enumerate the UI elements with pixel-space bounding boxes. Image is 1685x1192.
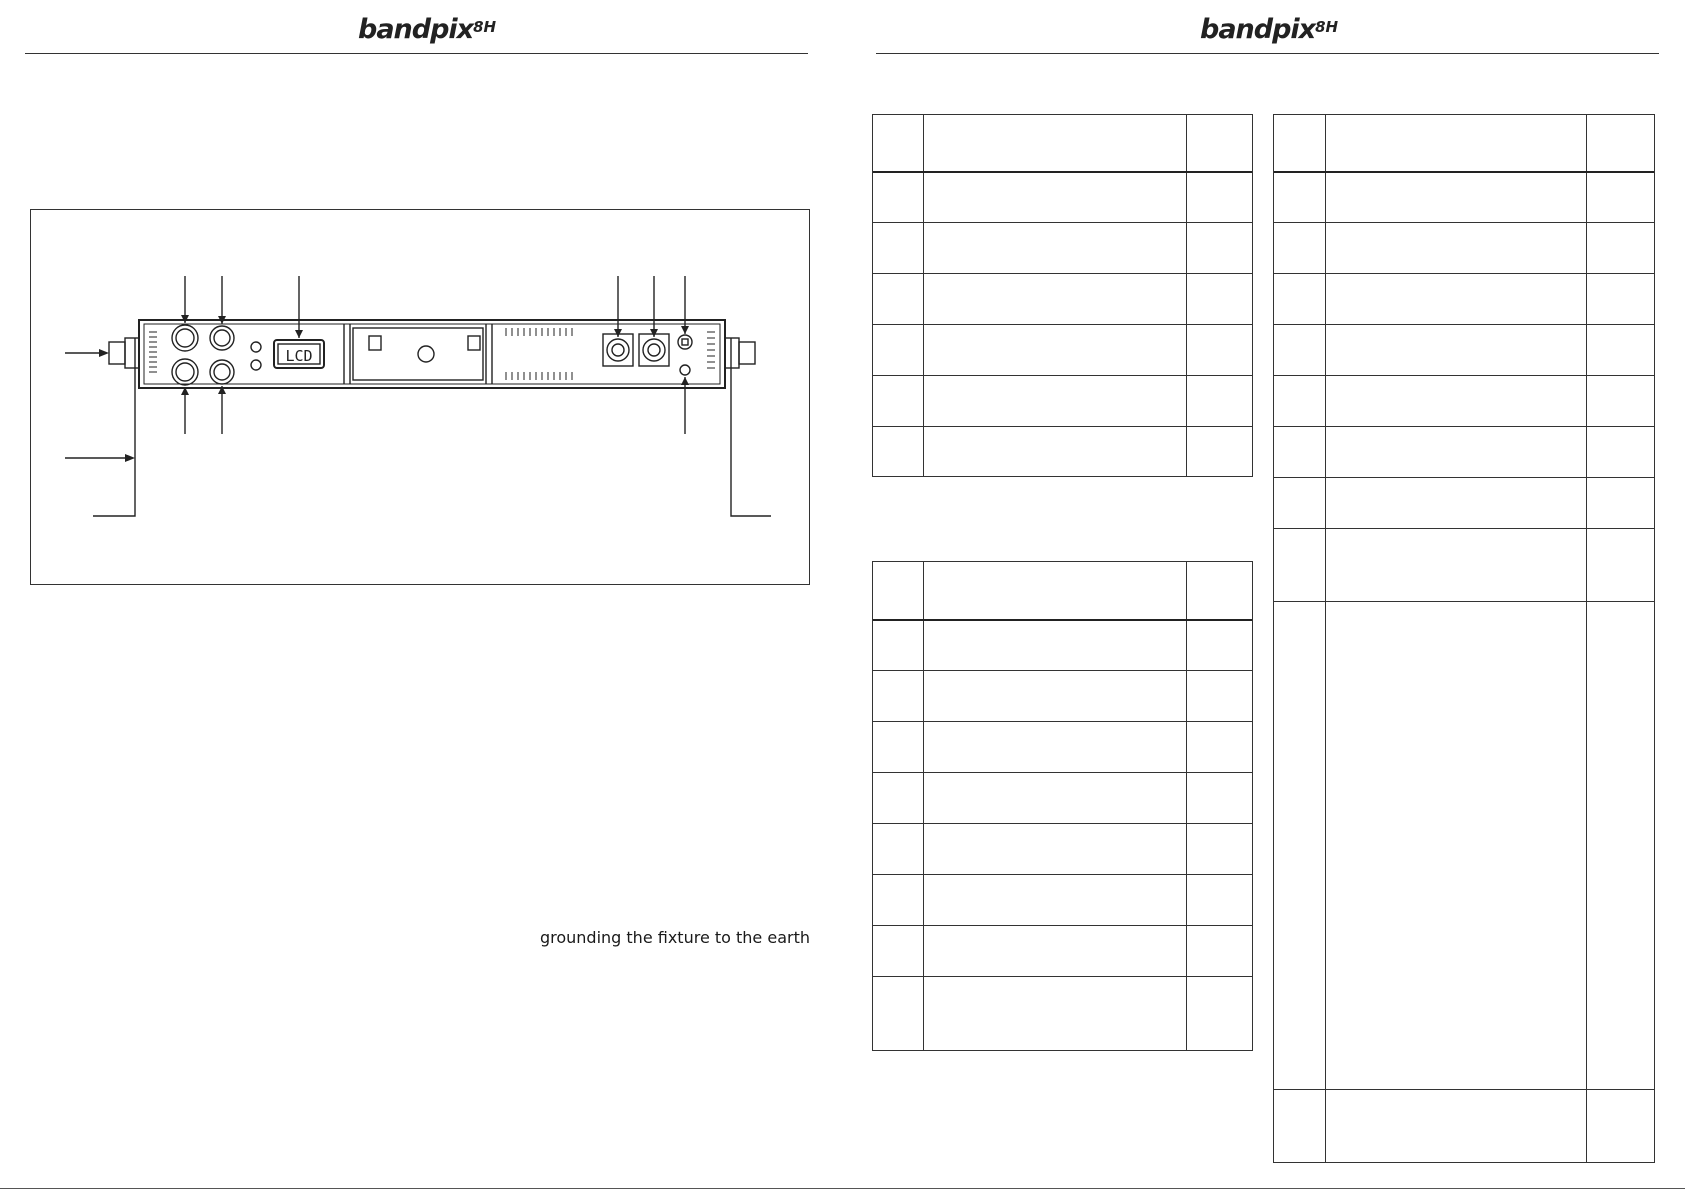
table-row — [873, 619, 1252, 621]
header-rule — [25, 53, 808, 54]
table-row — [1274, 324, 1654, 325]
table-row — [873, 273, 1252, 274]
table-row — [1274, 601, 1654, 602]
table-row — [1274, 1089, 1654, 1090]
table-row — [873, 874, 1252, 875]
header-rule-right — [876, 53, 1659, 54]
table-row — [1274, 375, 1654, 376]
table-row — [1274, 171, 1654, 173]
fixture-illustration — [31, 210, 811, 586]
table-row — [873, 375, 1252, 376]
table-row — [873, 721, 1252, 722]
table-row — [1274, 273, 1654, 274]
table-row — [1274, 528, 1654, 529]
fixture-rear-panel-diagram — [30, 209, 810, 585]
table-row — [873, 324, 1252, 325]
brand-logo — [358, 14, 496, 45]
logo-text-right: bandpix — [1200, 14, 1316, 45]
logo-text: bandpix — [358, 14, 474, 45]
logo-suffix-right: 8H — [1315, 18, 1339, 36]
right-page — [842, 0, 1685, 1192]
table-row — [1274, 222, 1654, 223]
table-row — [873, 426, 1252, 427]
table-row — [873, 222, 1252, 223]
table-row — [1274, 477, 1654, 478]
channel-table-3 — [1273, 114, 1655, 1163]
grounding-note: grounding the fixture to the earth — [539, 928, 810, 947]
table-row — [873, 171, 1252, 173]
table-row — [873, 925, 1252, 926]
channel-table-2 — [872, 561, 1253, 1051]
table-row — [873, 823, 1252, 824]
lcd-label: LCD — [285, 347, 313, 365]
footer-rule — [0, 1188, 1685, 1189]
table-row — [873, 772, 1252, 773]
table-row — [873, 670, 1252, 671]
table-row — [873, 976, 1252, 977]
brand-logo-right — [1200, 14, 1338, 45]
left-page — [0, 0, 842, 1192]
logo-suffix: 8H — [473, 18, 497, 36]
channel-table-1 — [872, 114, 1253, 477]
table-row — [1274, 426, 1654, 427]
